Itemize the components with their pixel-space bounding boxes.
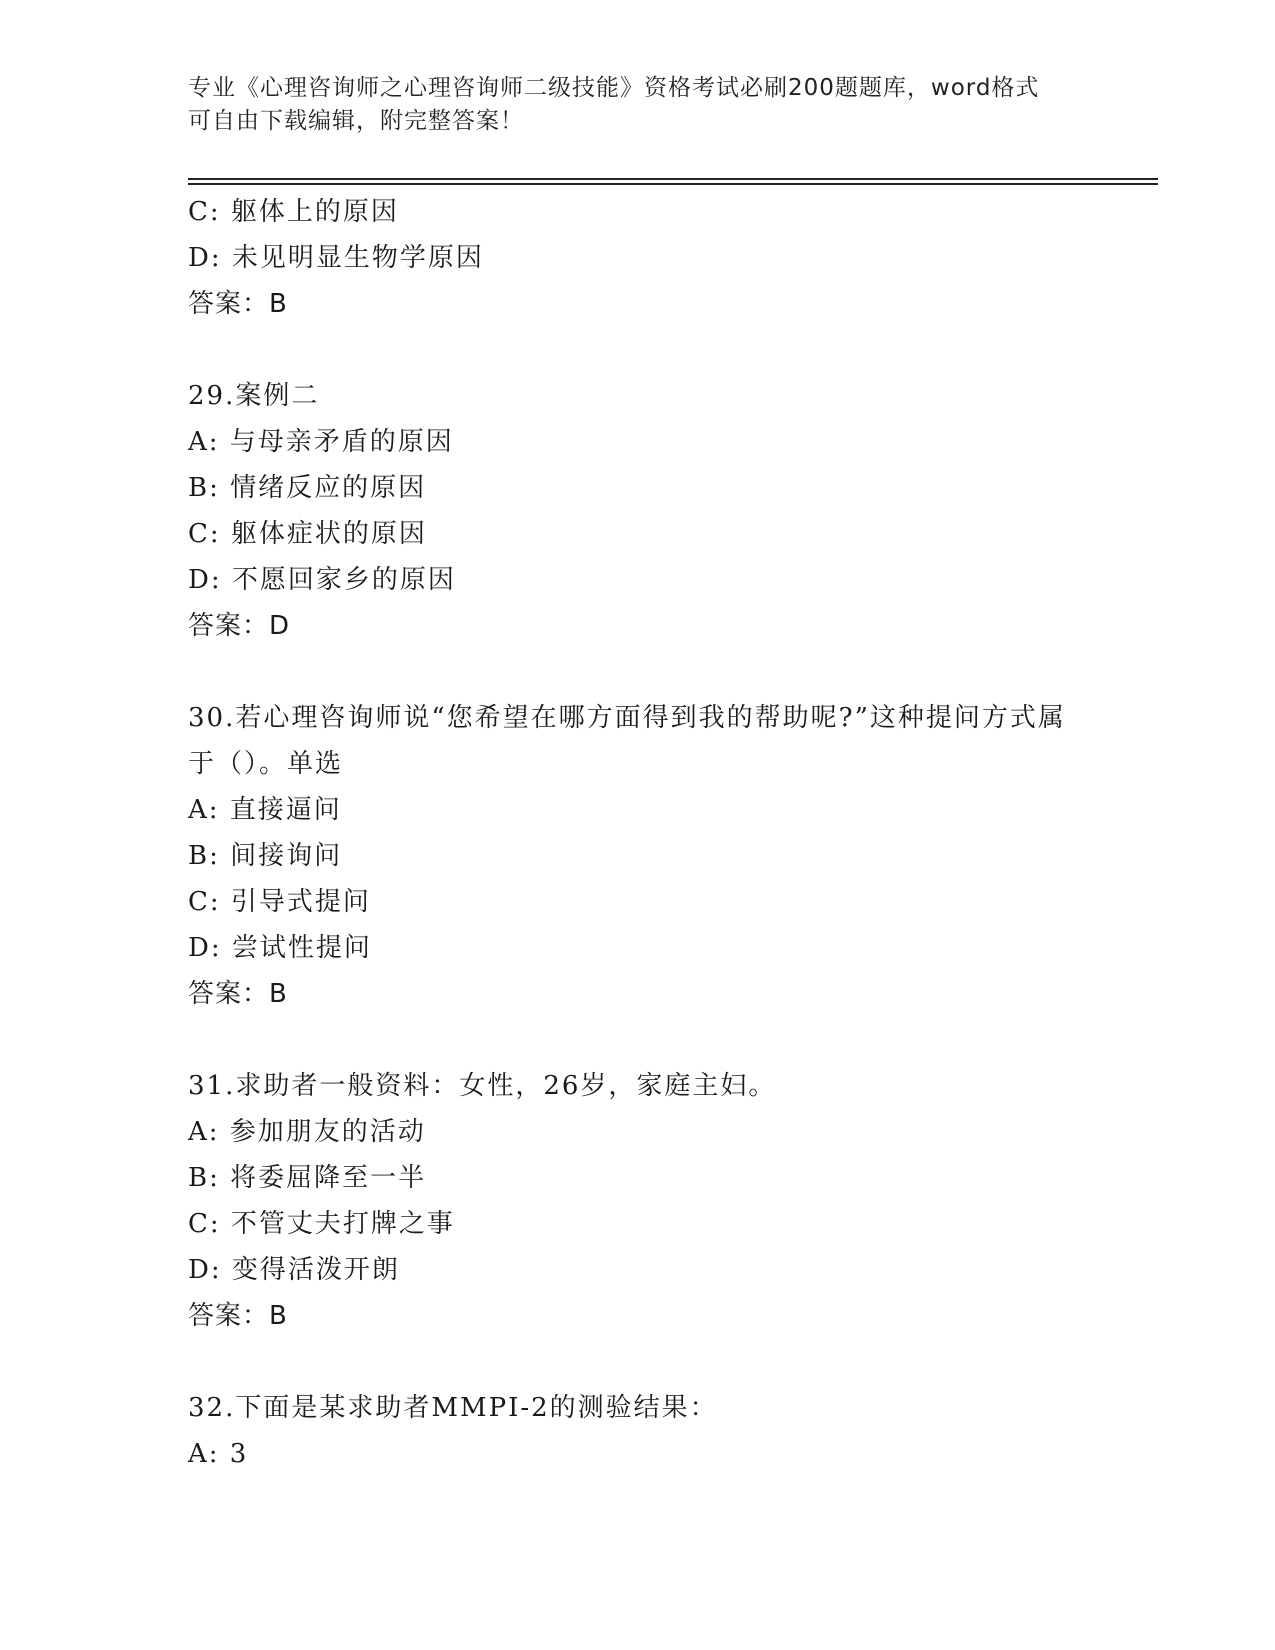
question-stem: 29.案例二 xyxy=(188,381,320,411)
option-a: A: 参加朋友的活动 xyxy=(188,1117,426,1147)
question-stem: 31.求助者一般资料：女性，26岁，家庭主妇。 xyxy=(188,1071,777,1101)
answer-line: 答案：B xyxy=(188,979,288,1009)
option-a: A: 3 xyxy=(188,1439,249,1469)
document-header xyxy=(188,72,1088,138)
option-d: D: 变得活泼开朗 xyxy=(188,1255,400,1285)
header-rule-bottom xyxy=(188,183,1158,185)
question-stem: 32.下面是某求助者MMPI-2的测验结果： xyxy=(188,1393,718,1423)
option-c: C: 不管丈夫打牌之事 xyxy=(188,1209,455,1239)
answer-line: 答案：B xyxy=(188,289,288,319)
header-line-2: 可自由下载编辑，附完整答案！ xyxy=(188,108,524,134)
option-b: B: 将委屈降至一半 xyxy=(188,1163,427,1193)
answer-line: 答案：B xyxy=(188,1301,288,1331)
option-d: D: 不愿回家乡的原因 xyxy=(188,565,456,595)
option-c: C: 引导式提问 xyxy=(188,887,371,917)
option-c: C: 躯体症状的原因 xyxy=(188,519,427,549)
spacer xyxy=(188,327,1068,373)
header-line-1: 专业《心理咨询师之心理咨询师二级技能》资格考试必刷200题题库，word格式 xyxy=(188,75,1040,101)
option-c: C: 躯体上的原因 xyxy=(188,197,399,227)
option-a: A: 与母亲矛盾的原因 xyxy=(188,427,454,457)
question-30 xyxy=(188,695,1068,1017)
question-fragment xyxy=(188,189,1068,327)
question-32 xyxy=(188,1385,1068,1477)
question-list xyxy=(188,189,1068,1477)
question-stem: 30.若心理咨询师说“您希望在哪方面得到我的帮助呢?”这种提问方式属于（）。单选 xyxy=(188,703,1066,779)
question-31 xyxy=(188,1063,1068,1339)
spacer xyxy=(188,1017,1068,1063)
question-29 xyxy=(188,373,1068,649)
option-d: D: 未见明显生物学原因 xyxy=(188,243,484,273)
option-b: B: 情绪反应的原因 xyxy=(188,473,427,503)
spacer xyxy=(188,1339,1068,1385)
option-b: B: 间接询问 xyxy=(188,841,343,871)
option-a: A: 直接逼问 xyxy=(188,795,342,825)
answer-line: 答案：D xyxy=(188,611,291,641)
header-rule-top xyxy=(188,178,1158,180)
spacer xyxy=(188,649,1068,695)
option-d: D: 尝试性提问 xyxy=(188,933,372,963)
